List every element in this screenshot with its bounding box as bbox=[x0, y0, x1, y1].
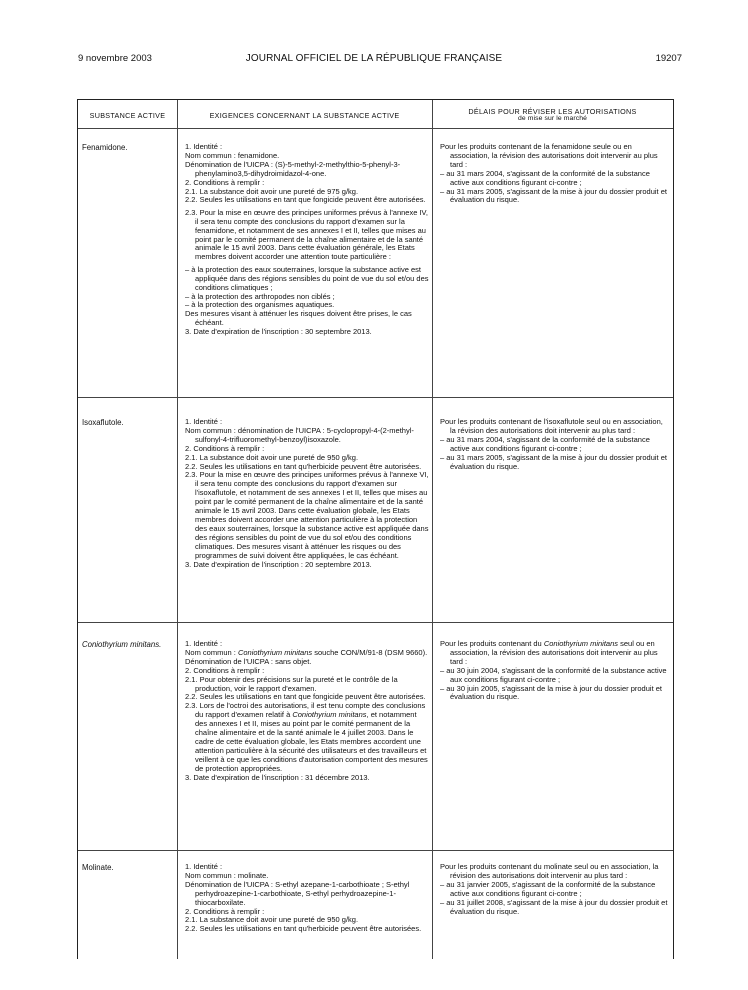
column-header-delays: DÉLAIS POUR RÉVISER LES AUTORISATIONS bbox=[468, 107, 637, 116]
row-divider bbox=[78, 622, 673, 623]
column-header-requirements: EXIGENCES CONCERNANT LA SUBSTANCE ACTIVE bbox=[209, 111, 400, 120]
req-line: Dénomination de l'UICPA : (S)-5-methyl-2-methylthio-5-phenyl-3-phenylamino3,5-dihydroimidazol-4-one. bbox=[185, 159, 401, 178]
delays-cell bbox=[440, 640, 668, 702]
delay-line: – au 31 mars 2004, s'agissant de la conformité de la substance active aux conditions figurant ci-contre ; bbox=[440, 168, 650, 187]
delay-line: – au 31 mars 2004, s'agissant de la conformité de la substance active aux conditions figurant ci-contre ; bbox=[440, 434, 650, 453]
page-number: 19207 bbox=[655, 53, 682, 64]
req-line: Nom commun : molinate. bbox=[185, 870, 269, 880]
delay-line: – au 31 juillet 2008, s'agissant de la mise à jour du dossier produit et évaluation du risque. bbox=[440, 897, 668, 916]
requirements-cell bbox=[185, 418, 429, 569]
delay-line: – au 31 mars 2005, s'agissant de la mise à jour du dossier produit et évaluation du risque. bbox=[440, 452, 667, 471]
delay-line: Pour les produits contenant du molinate seul ou en association, la révision des autorisations doit intervenir au plus tard : bbox=[440, 862, 659, 880]
delay-line: Pour les produits contenant de l'isoxaflutole seul ou en association, la révision des autorisations doit intervenir au plus tard : bbox=[440, 417, 663, 435]
req-line: 2. Conditions à remplir : bbox=[185, 665, 265, 675]
req-line: 2.2. Seules les utilisations en tant qu'herbicide peuvent être autorisées. bbox=[185, 461, 422, 471]
delays-cell bbox=[440, 418, 668, 471]
delays-cell bbox=[440, 863, 668, 916]
req-line: Nom commun : Coniothyrium minitans souche CON/M/91-8 (DSM 9660). bbox=[185, 647, 428, 657]
req-line: 2.3. Pour la mise en œuvre des principes uniformes prévus à l'annexe VI, il sera tenu compte des conclusions du rapport d'examen sur l'isoxaflutole, et notamment de ses annexes I et II, telles que mises au point par le comité permanent de la chaîne alimentaire et de la santé animale le 15 avril 2003. Dans cette évaluation globale, les Etats membres doivent accorder une attention particulière à la protection des eaux souterraines, lorsque la substance active est appliquée dans des régions sensibles du point de vue du sol et/ou des conditions climatiques. Des mesures visant à atténuer les risques ou des programmes de suivi doivent être appliquées, le cas échéant. bbox=[185, 470, 429, 560]
req-line: Dénomination de l'UICPA : S-ethyl azepane-1-carbothioate ; S-ethyl perhydroazepine-1-carbothioate, S-ethyl perhydroazepine-1-thiocarboxilate. bbox=[185, 879, 410, 907]
row-divider bbox=[78, 397, 673, 398]
req-line: – à la protection des eaux souterraines, lorsque la substance active est appliquée dans des régions sensibles du point de vue du sol et/ou des conditions climatiques ; bbox=[185, 264, 429, 292]
req-line: Dénomination de l'UICPA : sans objet. bbox=[185, 656, 312, 666]
column-divider bbox=[432, 100, 433, 959]
substance-name: Molinate. bbox=[82, 863, 114, 872]
req-line: – à la protection des arthropodes non ciblés ; bbox=[185, 291, 335, 301]
issue-date: 9 novembre 2003 bbox=[78, 53, 152, 64]
req-line: 1. Identité : bbox=[185, 862, 223, 871]
delay-line: – au 31 janvier 2005, s'agissant de la conformité de la substance active aux conditions figurant ci-contre ; bbox=[440, 879, 656, 898]
substance-name: Coniothyrium minitans. bbox=[82, 640, 162, 649]
row-divider bbox=[78, 850, 673, 851]
delays-cell bbox=[440, 143, 668, 205]
req-line: 2.1. Pour obtenir des précisions sur la pureté et le contrôle de la production, voir le rapport d'examen. bbox=[185, 674, 398, 693]
page-header bbox=[0, 53, 748, 67]
journal-title: JOURNAL OFFICIEL DE LA RÉPUBLIQUE FRANÇAISE bbox=[245, 53, 503, 64]
req-line: Nom commun : dénomination de l'UICPA : 5-cyclopropyl-4-(2-methyl-sulfonyl-4-trifluoromethyl-benzoyl)isoxazole. bbox=[185, 425, 414, 444]
requirements-cell bbox=[185, 143, 429, 337]
req-line: 2.3. Pour la mise en œuvre des principes uniformes prévus à l'annexe IV, il sera tenu compte des conclusions du rapport d'examen sur la fenamidone, et notamment de ses annexes I et II, telles que mises au point par le comité permanent de la chaîne alimentaire et de la santé animale le 15 avril 2003. Dans cette évaluation générale, les Etats membres doivent accorder une attention toute particulière : bbox=[185, 207, 428, 262]
req-line: 2.1. La substance doit avoir une pureté de 950 g/kg. bbox=[185, 915, 359, 925]
substance-name: Isoxaflutole. bbox=[82, 418, 124, 427]
req-line: 2.2. Seules les utilisations en tant que fongicide peuvent être autorisées. bbox=[185, 195, 426, 205]
delay-line: – au 31 mars 2005, s'agissant de la mise à jour du dossier produit et évaluation du risque. bbox=[440, 186, 667, 205]
req-line: 1. Identité : bbox=[185, 417, 223, 426]
req-line: – à la protection des organismes aquatiques. bbox=[185, 300, 335, 310]
req-line: 1. Identité : bbox=[185, 142, 223, 151]
column-divider bbox=[177, 100, 178, 959]
req-line: 2.2. Seules les utilisations en tant qu'herbicide peuvent être autorisées. bbox=[185, 924, 422, 934]
column-header-delays-sub: de mise sur le marché bbox=[518, 115, 587, 122]
req-line: Nom commun : fenamidone. bbox=[185, 150, 280, 160]
requirements-cell bbox=[185, 640, 429, 783]
column-header-substance: SUBSTANCE ACTIVE bbox=[89, 111, 166, 120]
req-line: 3. Date d'expiration de l'inscription : 30 septembre 2013. bbox=[185, 327, 372, 337]
req-line: 2.2. Seules les utilisations en tant que fongicide peuvent être autorisées. bbox=[185, 692, 426, 702]
req-line: 3. Date d'expiration de l'inscription : 20 septembre 2013. bbox=[185, 559, 372, 569]
req-line: Des mesures visant à atténuer les risques doivent être prises, le cas échéant. bbox=[185, 309, 412, 328]
delay-line: Pour les produits contenant de la fenamidone seule ou en association, la révision des autorisations doit intervenir au plus tard : bbox=[440, 142, 658, 169]
req-line: 2.1. La substance doit avoir une pureté de 975 g/kg. bbox=[185, 186, 359, 196]
req-line: 2. Conditions à remplir : bbox=[185, 443, 265, 453]
delay-line: – au 30 juin 2004, s'agissant de la conformité de la substance active aux conditions figurant ci-contre ; bbox=[440, 665, 667, 684]
substance-name: Fenamidone. bbox=[82, 143, 128, 152]
delay-line: Pour les produits contenant du Coniothyrium minitans seul ou en association, la révision des autorisations doit intervenir au plus tard : bbox=[440, 639, 658, 666]
req-line: 3. Date d'expiration de l'inscription : 31 décembre 2013. bbox=[185, 772, 370, 782]
header-divider bbox=[78, 128, 673, 129]
req-line: 1. Identité : bbox=[185, 639, 223, 648]
req-line: 2. Conditions à remplir : bbox=[185, 906, 265, 916]
req-line: 2.1. La substance doit avoir une pureté de 950 g/kg. bbox=[185, 452, 359, 462]
requirements-cell bbox=[185, 863, 429, 934]
req-line: 2.3. Lors de l'octroi des autorisations, il est tenu compte des conclusions du rapport d'examen relatif à Coniothyrium minitans, et notamment des annexes I et II, mises au point par le comité permanent de la chaîne alimentaire et de la santé animale le 4 juillet 2003. Dans le cadre de cette évaluation globale, les Etats membres accordent une attention particulière à la sécurité des utilisateurs et des travailleurs et veillent à ce que les conditions d'autorisation comportent des mesures de protection appropriées. bbox=[185, 701, 428, 773]
delay-line: – au 30 juin 2005, s'agissant de la mise à jour du dossier produit et évaluation du risque. bbox=[440, 683, 662, 702]
substances-table bbox=[77, 99, 674, 959]
req-line: 2. Conditions à remplir : bbox=[185, 177, 265, 187]
